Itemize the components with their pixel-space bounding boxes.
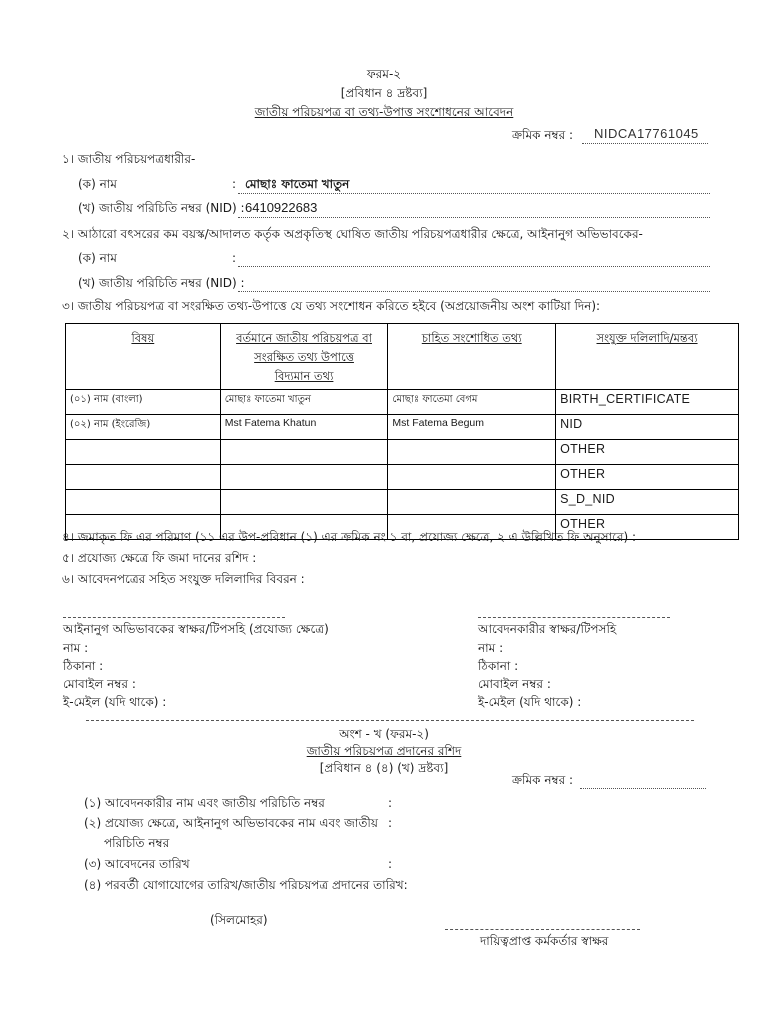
row-current: Mst Fatema Khatun [220,415,388,440]
officer-signature-label: দায়িত্বপ্রাপ্ত কর্মকর্তার স্বাক্ষর [480,934,609,948]
table-header-row [66,324,739,390]
table-row [66,415,739,440]
row-document[interactable]: OTHER [556,465,739,490]
guardian-sig-email: ই-মেইল (যদি থাকে) : [63,695,167,709]
row-document[interactable]: OTHER [556,515,739,540]
nid-field-line [238,217,710,218]
applicant-signature-label: আবেদনকারীর স্বাক্ষর/টিপসহি [478,622,617,636]
guardian-signature-label: আইনানুগ অভিভাবকের স্বাক্ষর/টিপসহি (প্রযোজ্য ক্ষেত্রে) [63,622,329,636]
guardian-signature-line[interactable] [63,617,285,618]
row-requested[interactable] [388,490,556,515]
applicant-sig-name: নাম : [478,641,504,655]
section1-heading: ১। জাতীয় পরিচয়পত্রধারীর- [62,152,196,166]
receipt-serial-field[interactable] [580,788,706,789]
correction-table [65,323,739,540]
colon: : [232,177,237,191]
applicant-sig-email: ই-মেইল (যদি থাকে) : [478,695,582,709]
receipt-part-title: অংশ - খ (ফরম-২) [339,727,429,741]
documents-header: সংযুক্ত দলিলাদি/মন্তব্য [556,324,739,390]
guardian-name-field[interactable] [238,266,710,267]
subject-header: বিষয় [66,324,221,390]
row-current [220,465,388,490]
receipt-item-1: (১) আবেদনকারীর নাম এবং জাতীয় পরিচিতি নম্বর [84,796,325,810]
row-subject [66,465,221,490]
serial-label: ক্রমিক নম্বর : [512,128,574,142]
section3-heading: ৩। জাতীয় পরিচয়পত্র বা সংরক্ষিত তথ্য-উপাত্তে যে তথ্য সংশোধন করিতে হইবে (অপ্রয়োজনীয় অংশ কাটিয়া দিন): [62,299,601,313]
receipt-item-2: (২) প্রযোজ্য ক্ষেত্রে, আইনানুগ অভিভাবকের নাম এবং জাতীয় [84,816,378,830]
holder-nid-value[interactable]: 6410922683 [245,200,318,215]
form-title: জাতীয় পরিচয়পত্র বা তথ্য-উপাত্ত সংশোধনের আবেদন [254,105,514,119]
colon: : [388,816,393,830]
row-current [220,440,388,465]
row-document[interactable]: OTHER [556,440,739,465]
guardian-sig-address: ঠিকানা : [63,659,104,673]
row-document[interactable]: BIRTH_CERTIFICATE [556,390,739,415]
table-row [66,490,739,515]
table-row [66,465,739,490]
serial-value[interactable]: NIDCA17761045 [594,126,699,141]
guardian-sig-mobile: মোবাইল নম্বর : [63,677,136,691]
colon: : [388,796,393,810]
receipt-rule-reference: [প্রবিধান ৪ (৪) (খ) দ্রষ্টব্য] [319,761,449,775]
officer-signature-line[interactable] [445,929,640,930]
current-info-header: বর্তমানে জাতীয় পরিচয়পত্র বা সংরক্ষিত তথ্য উপাত্তে বিদ্যমান তথ্য [220,324,388,390]
guardian-nid-field[interactable] [238,291,710,292]
holder-name-label: (ক) নাম [78,177,117,191]
table-row [66,390,739,415]
colon: : [388,857,393,871]
row-current [220,490,388,515]
serial-underline [582,143,708,144]
cut-line [86,720,694,721]
name-field-line [238,193,710,194]
section5-receipt: ৫। প্রযোজ্য ক্ষেত্রে ফি জমা দানের রশিদ : [62,551,257,565]
rule-reference: [প্রবিধান ৪ দ্রষ্টব্য] [340,86,428,100]
receipt-title: জাতীয় পরিচয়পত্র প্রদানের রশিদ [306,744,462,758]
applicant-sig-address: ঠিকানা : [478,659,519,673]
guardian-nid-label: (খ) জাতীয় পরিচিতি নম্বর (NID) : [78,276,245,290]
guardian-name-label: (ক) নাম [78,251,117,265]
guardian-sig-name: নাম : [63,641,89,655]
table-row [66,440,739,465]
seal-label: (সিলমোহর) [210,913,268,927]
holder-nid-label: (খ) জাতীয় পরিচিতি নম্বর (NID) : [78,201,245,215]
applicant-signature-line[interactable] [478,617,670,618]
row-subject: (০১) নাম (বাংলা) [66,390,221,415]
row-subject [66,490,221,515]
row-document[interactable]: NID [556,415,739,440]
row-requested[interactable] [388,440,556,465]
row-current: মোছাঃ ফাতেমা খাতুন [220,390,388,415]
receipt-serial-label: ক্রমিক নম্বর : [512,773,574,787]
row-document[interactable]: S_D_NID [556,490,739,515]
requested-info-header: চাহিত সংশোধিত তথ্য [388,324,556,390]
row-requested[interactable]: Mst Fatema Begum [388,415,556,440]
colon: : [232,251,237,265]
applicant-sig-mobile: মোবাইল নম্বর : [478,677,551,691]
section4-fee: ৪। জমাকৃত ফি এর পরিমাণ (১১ এর উপ-প্রবিধান (১) এর ক্রমিক নং ১ বা, প্রযোজ্য ক্ষেত্রে, ২ এ উল্লিখিত ফি অনুসারে) : [62,530,637,544]
row-subject: (০২) নাম (ইংরেজি) [66,415,221,440]
section6-attachments: ৬। আবেদনপত্রের সহিত সংযুক্ত দলিলাদির বিবরন : [62,572,305,586]
receipt-item-3: (৩) আবেদনের তারিখ [84,857,190,871]
row-requested[interactable] [388,465,556,490]
section2-heading: ২। আঠারো বৎসরের কম বয়স্ক/আদালত কর্তৃক অপ্রকৃতিস্থ ঘোষিত জাতীয় পরিচয়পত্রধারীর ক্ষেত্রে, আইনানুগ অভিভাবকের- [62,227,643,241]
row-requested[interactable]: মোছাঃ ফাতেমা বেগম [388,390,556,415]
receipt-item-2-cont: পরিচিতি নম্বর [104,836,170,850]
receipt-item-4: (৪) পরবর্তী যোগাযোগের তারিখ/জাতীয় পরিচয়পত্র প্রদানের তারিখ: [84,878,408,892]
holder-name-value[interactable]: মোছাঃ ফাতেমা খাতুন [245,177,350,191]
row-subject [66,440,221,465]
form-number: ফরম-২ [366,67,402,81]
